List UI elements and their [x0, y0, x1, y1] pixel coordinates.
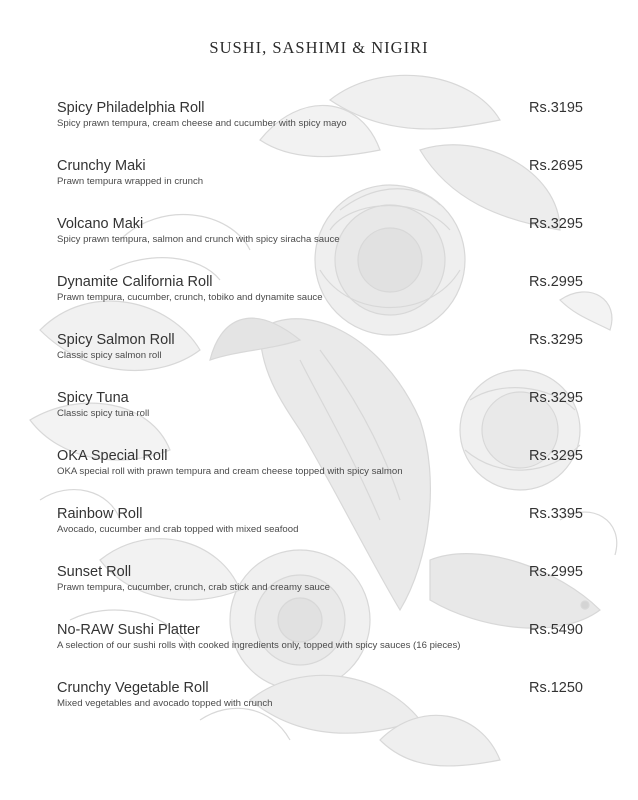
menu-item-price: Rs.3295	[528, 390, 583, 406]
menu-item-price: Rs.1250	[528, 680, 583, 696]
menu-item-description: Prawn tempura, cucumber, crunch, tobiko and dynamite sauce	[57, 292, 323, 303]
menu-item-price: Rs.3295	[528, 216, 583, 232]
menu-item-description: Classic spicy tuna roll	[57, 408, 150, 419]
menu-item-name: Spicy Tuna	[57, 390, 129, 406]
menu-item-name: Spicy Philadelphia Roll	[57, 100, 205, 116]
menu-item-name: Volcano Maki	[57, 216, 144, 232]
menu-item-name: Crunchy Maki	[57, 158, 146, 174]
menu-item-name: Sunset Roll	[57, 564, 132, 580]
menu-item-description: OKA special roll with prawn tempura and cream cheese topped with spicy salmon	[57, 466, 403, 477]
menu-item-description: Prawn tempura, cucumber, crunch, crab stick and creamy sauce	[57, 582, 331, 593]
menu-item-name: Spicy Salmon Roll	[57, 332, 175, 348]
menu-item-price: Rs.2995	[528, 274, 583, 290]
menu-item-price: Rs.5490	[528, 622, 583, 638]
menu-item-description: Prawn tempura wrapped in crunch	[57, 176, 204, 187]
menu-list	[57, 100, 583, 738]
menu-item	[57, 274, 583, 332]
menu-item	[57, 158, 583, 216]
section-title: SUSHI, SASHIMI & NIGIRI	[209, 38, 429, 57]
menu-item	[57, 680, 583, 738]
menu-item-description: Avocado, cucumber and crab topped with mixed seafood	[57, 524, 299, 535]
menu-item-price: Rs.3195	[528, 100, 583, 116]
menu-item-name: No-RAW Sushi Platter	[57, 622, 200, 638]
menu-item	[57, 448, 583, 506]
menu-item	[57, 506, 583, 564]
menu-item-price: Rs.2695	[528, 158, 583, 174]
menu-item-price: Rs.3295	[528, 448, 583, 464]
menu-item-description: Classic spicy salmon roll	[57, 350, 162, 361]
menu-item	[57, 390, 583, 448]
menu-item	[57, 564, 583, 622]
menu-item-name: Crunchy Vegetable Roll	[57, 680, 209, 696]
menu-item-name: Rainbow Roll	[57, 506, 143, 522]
menu-item-price: Rs.3395	[528, 506, 583, 522]
menu-item	[57, 100, 583, 158]
menu-item-description: Spicy prawn tempura, salmon and crunch with spicy siracha sauce	[57, 234, 340, 245]
menu-item-price: Rs.3295	[528, 332, 583, 348]
menu-item	[57, 622, 583, 680]
menu-item-name: Dynamite California Roll	[57, 274, 213, 290]
menu-item-name: OKA Special Roll	[57, 448, 168, 464]
menu-item-price: Rs.2995	[528, 564, 583, 580]
menu-item-description: Mixed vegetables and avocado topped with crunch	[57, 698, 273, 709]
menu-item-description: A selection of our sushi rolls with cooked ingredients only, topped with spicy sauces (16 pieces)	[57, 640, 461, 651]
menu-item	[57, 216, 583, 274]
menu-item-description: Spicy prawn tempura, cream cheese and cucumber with spicy mayo	[57, 118, 347, 129]
menu-item	[57, 332, 583, 390]
